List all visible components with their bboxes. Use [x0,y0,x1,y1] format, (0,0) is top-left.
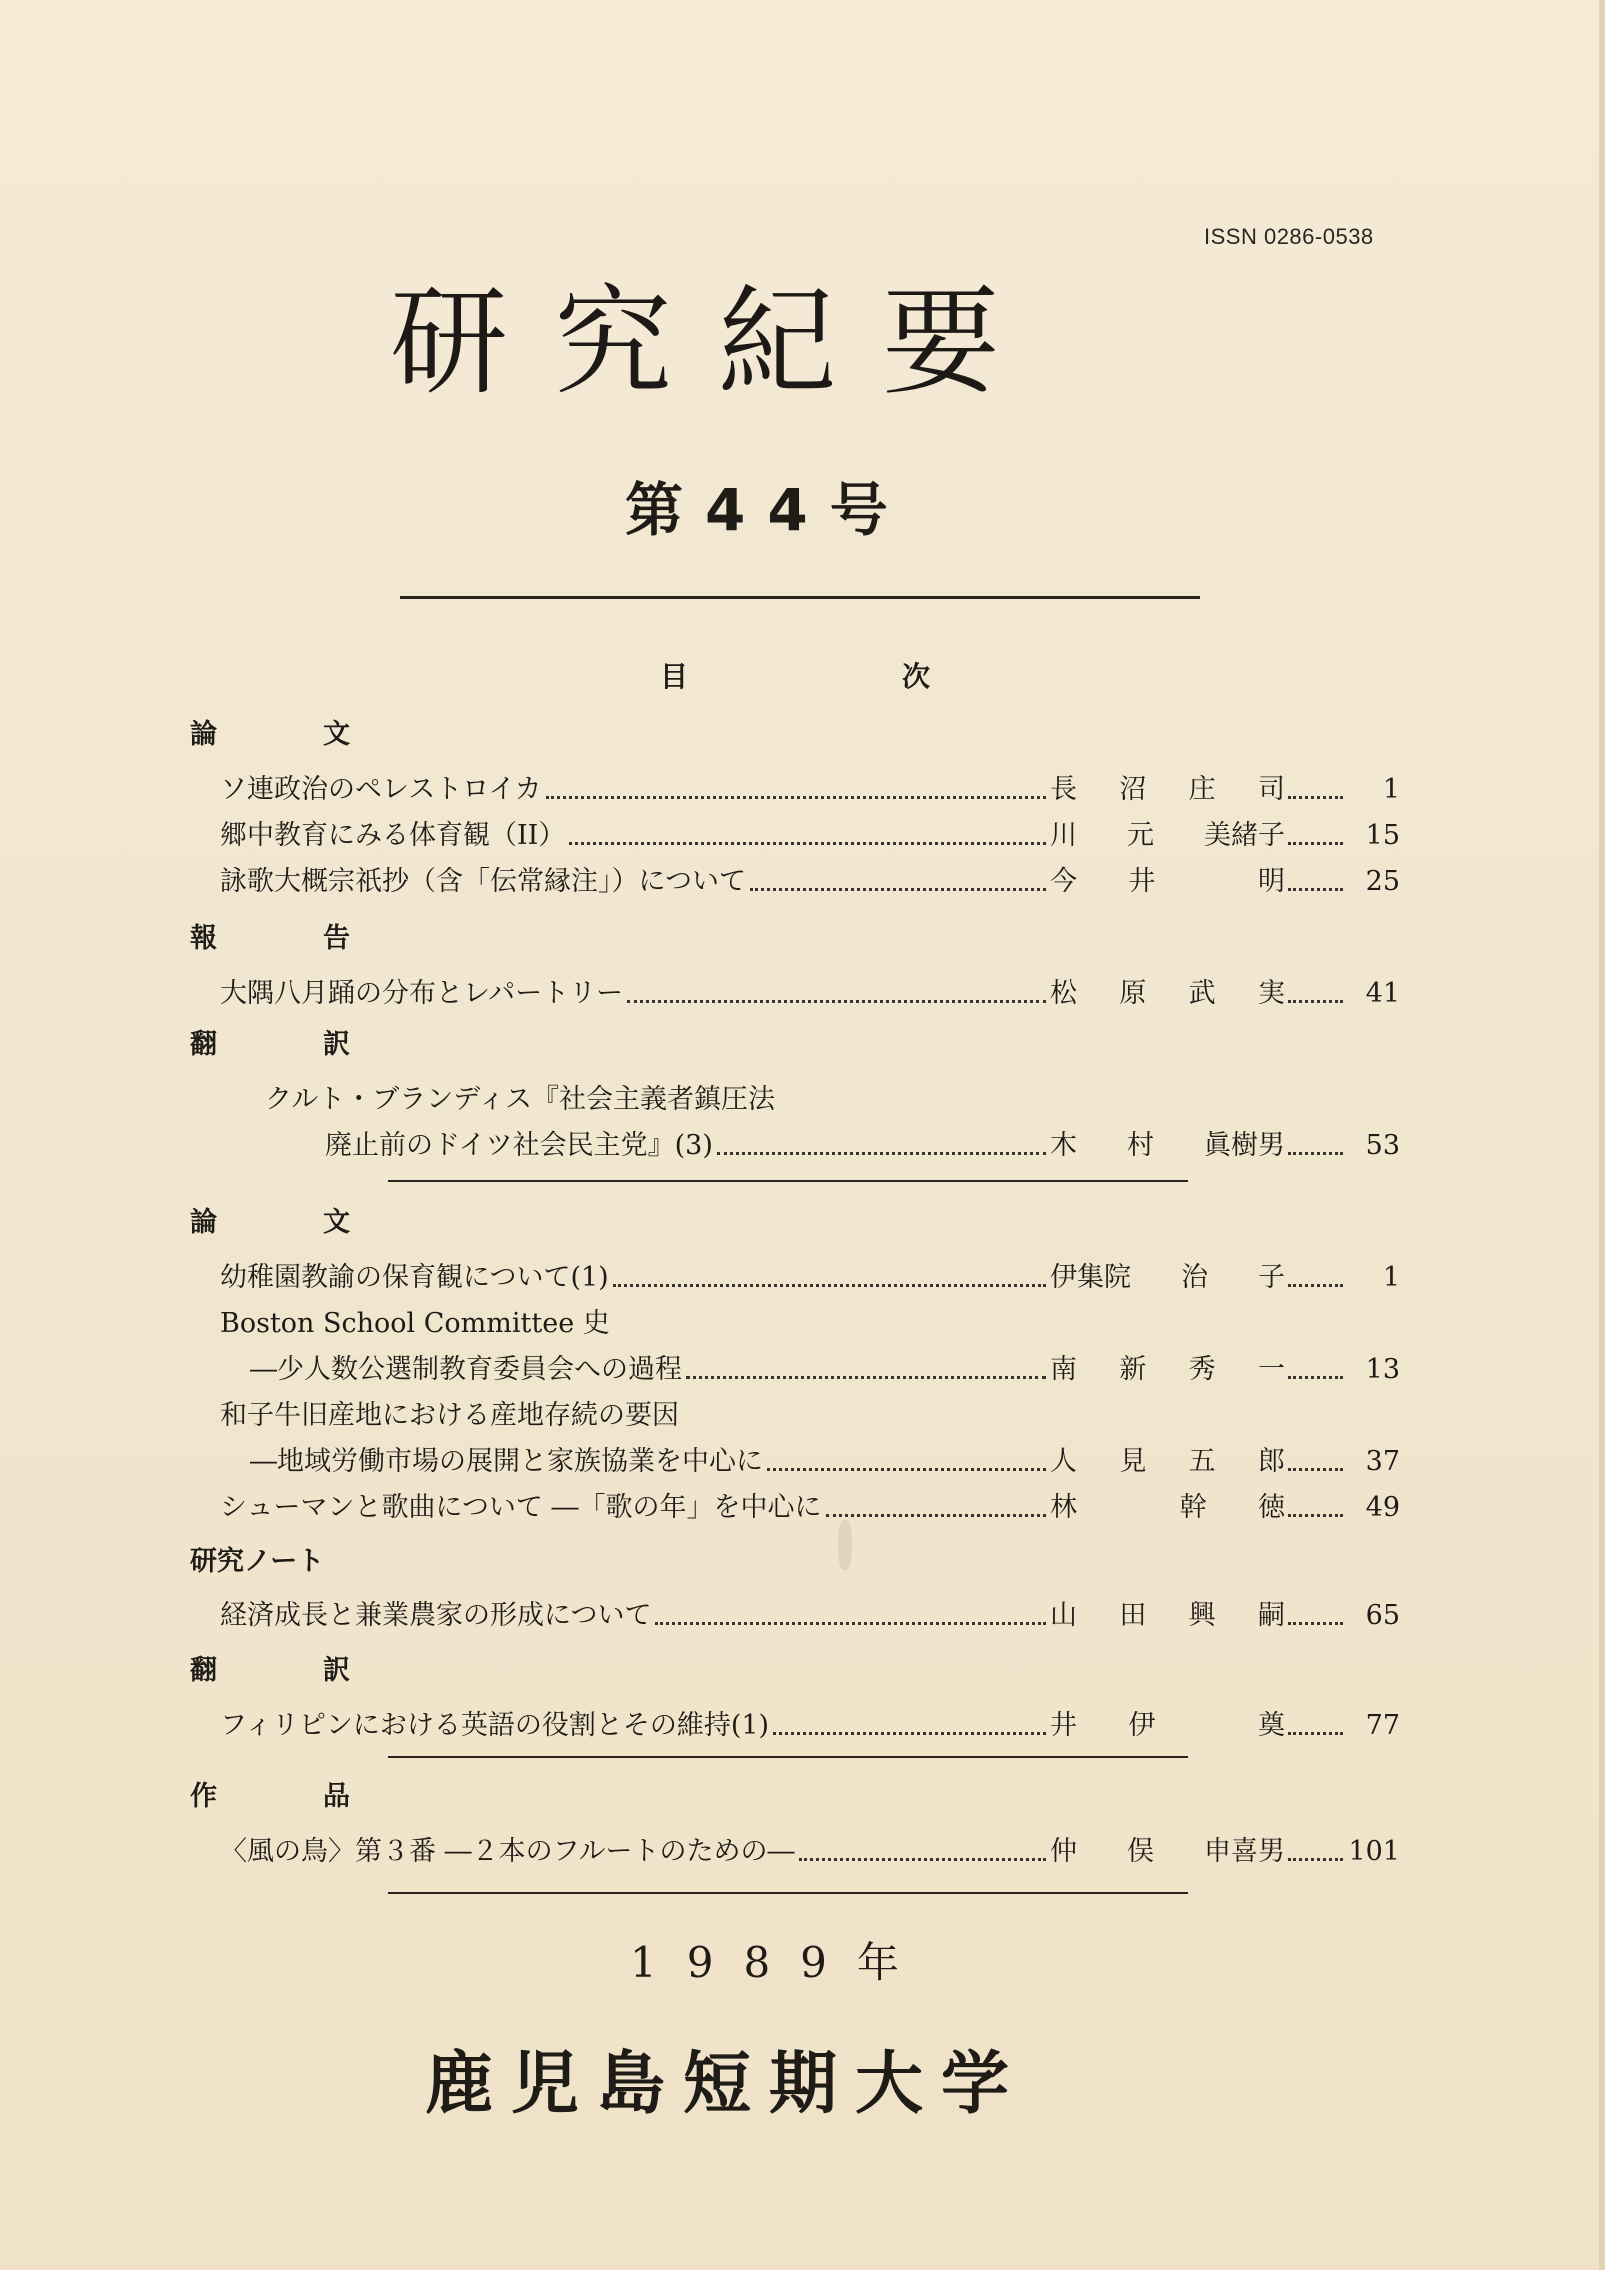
entry-author [1050,772,1285,808]
entry-page-number: 65 [1365,1600,1400,1631]
section-label-char: 文 [323,719,350,750]
section-label-char: 報 [190,923,217,954]
page-leader-dots [1288,1514,1343,1517]
author-name-part: 庄 [1188,774,1216,805]
entry-author [1050,1834,1285,1870]
journal-title: 研究紀要 [390,273,1047,411]
entry-title: ―地域労働市場の展開と家族協業を中心に [250,1446,763,1477]
author-name-part: 川 [1050,820,1077,851]
author-name-part: 興 [1188,1600,1216,1631]
entry-author [1050,1352,1285,1388]
entry-title: シューマンと歌曲について ―「歌の年」を中心に [220,1492,822,1523]
toc-entry [0,1128,1605,1164]
leader-dots [826,1514,1046,1517]
toc-entry [0,1444,1605,1480]
entry-title-line: Boston School Committee 史 [220,1308,610,1339]
entry-page-number: 15 [1365,820,1400,851]
entry-title: フィリピンにおける英語の役割とその維持(1) [220,1710,770,1741]
section-label-char: 訳 [323,1029,350,1060]
contents-heading-char: 次 [901,660,930,693]
author-name-part: 奠 [1257,1710,1285,1741]
author-name-part: 徳 [1257,1492,1285,1523]
title-divider [400,596,1200,599]
toc-entry [0,772,1605,808]
author-name-part: 原 [1119,978,1147,1009]
section-label-char: 告 [323,923,350,954]
section-label: 研究ノート [190,1546,325,1577]
page-leader-dots [1288,1376,1343,1379]
leader-dots [613,1284,1046,1287]
page-leader-dots [1288,1152,1343,1155]
section-label [190,922,350,956]
author-name-part: 山 [1050,1600,1077,1631]
entry-author [1050,1708,1285,1744]
entry-author [1050,1490,1285,1526]
publication-year: 1989年 [630,1938,929,1987]
section-divider [388,1756,1188,1758]
toc-entry [0,976,1605,1012]
author-name-part: 松 [1050,978,1077,1009]
author-name-part: 一 [1257,1354,1285,1385]
leader-dots [717,1152,1046,1155]
entry-title-line: クルト・ブランディス『社会主義者鎮圧法 [265,1084,776,1115]
page-leader-dots [1288,888,1343,891]
entry-author [1050,818,1285,854]
author-name-part: 武 [1188,978,1216,1009]
paper-smudge [838,1520,852,1570]
section-label [190,718,350,752]
section-label-char: 文 [323,1207,350,1238]
section-label [190,1654,350,1688]
author-name-part: 今 [1050,866,1077,897]
author-name-part: 子 [1258,1262,1285,1293]
entry-page-number: 1 [1382,774,1400,805]
page-leader-dots [1288,1732,1343,1735]
author-name-part: 幹 [1179,1492,1207,1523]
section-label [190,1206,350,1240]
toc-entry [0,1708,1605,1744]
section-label-char: 翻 [190,1655,217,1686]
entry-author [1050,1260,1285,1296]
author-name-part: 申喜男 [1204,1836,1285,1867]
entry-page-number: 49 [1365,1492,1400,1523]
author-name-part: 井 [1128,866,1156,897]
author-name-part: 郎 [1257,1446,1285,1477]
publisher-name: 鹿児島短期大学 [425,2044,1028,2124]
author-name-part: 眞樹男 [1204,1130,1285,1161]
entry-page-number: 77 [1365,1710,1400,1741]
leader-dots [686,1376,1046,1379]
entry-title: 郷中教育にみる体育観（II） [220,820,566,851]
author-name-part: 秀 [1188,1354,1216,1385]
author-name-part: 木 [1050,1130,1077,1161]
author-name-part: 明 [1257,866,1285,897]
author-name-part: 見 [1119,1446,1147,1477]
author-name-part: 田 [1119,1600,1147,1631]
leader-dots [655,1622,1046,1625]
author-name-part: 伊集院 [1050,1262,1131,1293]
leader-dots [546,796,1046,799]
entry-page-number: 37 [1365,1446,1400,1477]
section-label-char: 翻 [190,1029,217,1060]
leader-dots [799,1858,1046,1861]
toc-entry [0,1260,1605,1296]
author-name-part: 井 [1050,1710,1077,1741]
toc-entry [0,1834,1605,1870]
author-name-part: 人 [1050,1446,1077,1477]
entry-title: 〈風の鳥〉第３番 ―２本のフルートのための― [220,1836,795,1867]
section-divider [388,1892,1188,1894]
author-name-part: 治 [1181,1262,1208,1293]
author-name-part: 伊 [1128,1710,1156,1741]
author-name-part: 司 [1257,774,1285,805]
entry-page-number: 41 [1365,978,1400,1009]
entry-page-number: 53 [1365,1130,1400,1161]
entry-title: 経済成長と兼業農家の形成について [220,1600,652,1631]
author-name-part: 仲 [1050,1836,1077,1867]
page-leader-dots [1288,1858,1343,1861]
author-name-part: 林 [1050,1492,1077,1523]
author-name-part: 実 [1257,978,1285,1009]
section-label-char: 論 [190,719,217,750]
entry-title-line: 和子牛旧産地における産地存続の要因 [220,1400,679,1431]
toc-entry [0,1352,1605,1388]
leader-dots [569,842,1046,845]
page-leader-dots [1288,1468,1343,1471]
entry-author [1050,1128,1285,1164]
section-label [190,1028,350,1062]
author-name-part: 長 [1050,774,1077,805]
leader-dots [750,888,1046,891]
entry-page-number: 101 [1348,1836,1400,1867]
issue-number: 第44号 [625,476,910,544]
leader-dots [627,1000,1046,1003]
contents-heading [660,655,930,695]
leader-dots [773,1732,1046,1735]
entry-title: 廃止前のドイツ社会民主党』(3) [325,1130,713,1161]
page-leader-dots [1288,1284,1343,1287]
section-label-char: 作 [190,1781,217,1812]
toc-entry [0,864,1605,900]
page-leader-dots [1288,796,1343,799]
entry-page-number: 25 [1365,866,1400,897]
author-name-part: 五 [1188,1446,1216,1477]
toc-entry [0,1490,1605,1526]
entry-page-number: 13 [1365,1354,1400,1385]
entry-title: ソ連政治のペレストロイカ [220,774,542,805]
author-name-part: 美緒子 [1204,820,1285,851]
entry-title: ―少人数公選制教育委員会への過程 [250,1354,682,1385]
page-leader-dots [1288,1000,1343,1003]
toc-entry [0,1598,1605,1634]
leader-dots [767,1468,1046,1471]
entry-author [1050,864,1285,900]
entry-title: 大隅八月踊の分布とレパートリー [220,978,624,1009]
section-label-char: 訳 [323,1655,350,1686]
entry-author [1050,1444,1285,1480]
section-divider [388,1180,1188,1182]
section-label-char: 品 [323,1781,350,1812]
author-name-part: 村 [1127,1130,1154,1161]
toc-entry [0,818,1605,854]
entry-author [1050,976,1285,1012]
author-name-part: 南 [1050,1354,1077,1385]
author-name-part: 沼 [1119,774,1147,805]
entry-author [1050,1598,1285,1634]
contents-heading-char: 目 [660,660,689,693]
section-label-char: 論 [190,1207,217,1238]
page-leader-dots [1288,1622,1343,1625]
entry-page-number: 1 [1382,1262,1400,1293]
issn-number: ISSN 0286-0538 [1204,224,1374,249]
entry-title: 詠歌大概宗祇抄（含「伝常縁注」）について [220,866,746,897]
author-name-part: 俣 [1127,1836,1154,1867]
author-name-part: 元 [1127,820,1154,851]
entry-title: 幼稚園教諭の保育観について(1) [220,1262,609,1293]
author-name-part: 新 [1119,1354,1147,1385]
author-name-part: 嗣 [1257,1600,1285,1631]
section-label [190,1780,350,1814]
page-leader-dots [1288,842,1343,845]
